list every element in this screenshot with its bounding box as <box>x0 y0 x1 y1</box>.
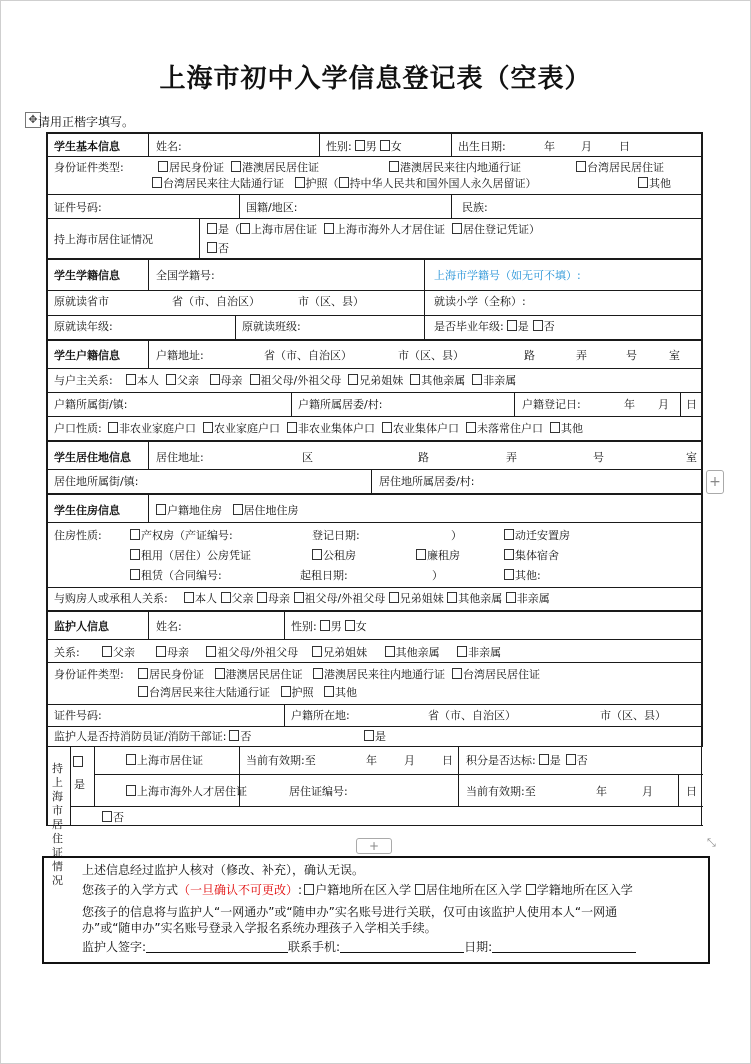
section-guardian-title: 监护人信息 <box>54 620 109 633</box>
residence-street-label: 居住地所属街/镇: <box>54 475 139 488</box>
residence-lane-unit: 弄 <box>506 451 517 464</box>
housing-nature-label: 住房性质: <box>54 529 102 542</box>
add-row-button[interactable]: + <box>356 838 392 854</box>
guardian-id-number-label: 证件号码: <box>54 709 102 722</box>
lease-option[interactable]: 租赁（合同编号: <box>130 569 222 582</box>
birth-date-label: 出生日期: <box>458 140 506 153</box>
residence-room-unit: 室 <box>686 451 697 464</box>
overseas-day-unit: 日 <box>686 785 697 798</box>
orig-city-unit: 市（区、县） <box>298 295 364 308</box>
id-type-label: 身份证件类型: <box>54 161 124 174</box>
guardian-relation-options[interactable]: 父亲 母亲 祖父母/外祖父母 兄弟姐妹 其他亲属 非亲属 <box>102 646 501 659</box>
validity-day-unit: 日 <box>442 754 453 767</box>
section-household-title: 学生户籍信息 <box>54 349 120 362</box>
permit-validity-field[interactable]: 当前有效期:至 <box>246 754 316 767</box>
page-title: 上海市初中入学信息登记表（空表） <box>159 64 592 94</box>
points-qualified-field[interactable]: 积分是否达标: 是 否 <box>466 754 588 767</box>
birth-day-unit: 日 <box>619 140 630 153</box>
orig-class-label: 原就读班级: <box>242 320 301 333</box>
section-basic-title: 学生基本信息 <box>54 140 120 153</box>
confirm-statement: 上述信息经过监护人核对（修改、补充），确认无误。 <box>82 863 365 877</box>
guardian-permit-label: 持上海市居住证情况 <box>52 762 63 887</box>
firefighter-yes-option[interactable]: 是 <box>364 730 386 743</box>
dormitory-option[interactable]: 集体宿舍 <box>504 549 559 562</box>
birth-month-unit: 月 <box>581 140 592 153</box>
sh-residence-permit-option[interactable]: 上海市居住证 <box>126 754 203 767</box>
orig-province-unit: 省（市、自治区） <box>172 295 260 308</box>
firefighter-cert-field[interactable]: 监护人是否持消防员证/消防干部证: 否 <box>54 730 252 743</box>
ethnicity-label: 民族: <box>462 201 488 214</box>
residence-number-unit: 号 <box>593 451 604 464</box>
guardian-province-unit: 省（市、自治区） <box>428 709 516 722</box>
section-school-title: 学生学籍信息 <box>54 269 120 282</box>
student-name-label: 姓名: <box>156 140 182 153</box>
enrollment-method-field[interactable]: 您孩子的入学方式（一旦确认不可更改）: 户籍地所在区入学 居住地所在区入学 学籍地所在区入学 <box>82 883 633 897</box>
hukou-nature-options[interactable]: 非农业家庭户口 农业家庭户口 非农业集体户口 农业集体户口 未落常住户口 其他 <box>108 422 583 435</box>
household-city-unit: 市（区、县） <box>398 349 464 362</box>
residence-permit-yes-options[interactable]: 是（ 上海市居住证 上海市海外人才居住证 居住登记凭证） <box>207 223 540 236</box>
permit-number-label: 居住证编号: <box>289 785 348 798</box>
overseas-year-unit: 年 <box>596 785 607 798</box>
household-street-label: 户籍所属街/镇: <box>54 398 128 411</box>
primary-school-label: 就读小学（全称）: <box>434 295 526 308</box>
residence-address-label: 居住地址: <box>156 451 204 464</box>
birth-year-unit: 年 <box>544 140 555 153</box>
relocation-house-option[interactable]: 动迁安置房 <box>504 529 570 542</box>
table-resize-handle-icon[interactable]: ⤡ <box>707 836 716 849</box>
household-number-unit: 号 <box>626 349 637 362</box>
guardian-id-type-label: 身份证件类型: <box>54 668 124 681</box>
guardian-hukou-place-label: 户籍所在地: <box>291 709 350 722</box>
id-type-option-hk-macau-permit[interactable]: 港澳居民来往内地通行证 <box>389 161 521 174</box>
household-room-unit: 室 <box>669 349 680 362</box>
graduating-grade-field[interactable]: 是否毕业年级: 是 否 <box>434 320 555 333</box>
id-type-options-row1[interactable]: 居民身份证 港澳居民居住证 <box>158 161 319 174</box>
id-number-label: 证件号码: <box>54 201 102 214</box>
validity-year-unit: 年 <box>366 754 377 767</box>
buyer-relation-label: 与购房人或承租人关系: <box>54 592 168 605</box>
account-link-notice-1: 您孩子的信息将与监护人“一网通办”或“随申办”实名账号进行关联，仅可由该监护人使用本人“一网通 <box>82 905 618 919</box>
property-house-option[interactable]: 产权房（产证编号: <box>130 529 233 542</box>
public-rental-voucher-option[interactable]: 租用（居住）公房凭证 <box>130 549 251 562</box>
householder-relation-label: 与户主关系: <box>54 374 113 387</box>
account-link-notice-2: 办”或“随申办”实名账号登录入学报名系统办理孩子入学相关手续。 <box>82 921 437 935</box>
lease-start-date-label: 起租日期: <box>300 569 348 582</box>
signature-line[interactable]: 监护人签字: 联系手机: 日期: <box>82 940 636 955</box>
household-lane-unit: 弄 <box>576 349 587 362</box>
guardian-gender-field[interactable]: 性别: 男 女 <box>291 620 367 633</box>
household-address-label: 户籍地址: <box>156 349 204 362</box>
add-column-button[interactable]: + <box>706 470 724 494</box>
hukou-nature-label: 户口性质: <box>54 422 102 435</box>
lease-close-paren: ） <box>432 569 443 582</box>
reg-year-unit: 年 <box>624 398 635 411</box>
guardian-relation-label: 关系: <box>54 646 80 659</box>
national-student-id-label: 全国学籍号: <box>156 269 215 282</box>
buyer-relation-options[interactable]: 本人 父亲 母亲 祖父母/外祖父母 兄弟姐妹 其他亲属 非亲属 <box>184 592 550 605</box>
household-committee-label: 户籍所属居委/村: <box>298 398 383 411</box>
table-move-handle-icon[interactable]: ✥ <box>25 112 41 128</box>
public-rent-housing-option[interactable]: 公租房 <box>312 549 356 562</box>
residence-road-unit: 路 <box>418 451 429 464</box>
property-close-paren: ） <box>451 529 462 542</box>
guardian-permit-yes-label: 是 <box>74 778 85 791</box>
residence-committee-label: 居住地所属居委/村: <box>379 475 475 488</box>
property-reg-date-label: 登记日期: <box>312 529 360 542</box>
householder-relation-options[interactable]: 本人 父亲 母亲 祖父母/外祖父母 兄弟姐妹 其他亲属 非亲属 <box>126 374 516 387</box>
reg-day-unit: 日 <box>686 398 697 411</box>
guardian-permit-no-option[interactable]: 否 <box>102 811 124 824</box>
orig-province-label: 原就读省市 <box>54 295 109 308</box>
low-rent-housing-option[interactable]: 廉租房 <box>416 549 460 562</box>
guardian-id-options-row1[interactable]: 居民身份证 港澳居民居住证 港澳居民来往内地通行证 台湾居民居住证 <box>138 668 540 681</box>
section-housing-title: 学生住房信息 <box>54 504 120 517</box>
reg-month-unit: 月 <box>658 398 669 411</box>
guardian-confirmation-box <box>42 856 710 964</box>
fill-instruction: 请用正楷字填写。 <box>38 115 135 129</box>
household-province-unit: 省（市、自治区） <box>264 349 352 362</box>
housing-other-option[interactable]: 其他: <box>504 569 541 582</box>
student-gender-field[interactable]: 性别: 男 女 <box>326 140 402 153</box>
nationality-label: 国籍/地区: <box>246 201 298 214</box>
id-type-option-other[interactable]: 其他 <box>638 177 671 190</box>
guardian-id-options-row2[interactable]: 台湾居民来往大陆通行证 护照 其他 <box>138 686 357 699</box>
overseas-validity-label: 当前有效期:至 <box>466 785 536 798</box>
residence-permit-no-option[interactable]: 否 <box>207 242 229 255</box>
housing-type-options[interactable]: 户籍地住房 居住地住房 <box>156 504 299 517</box>
overseas-month-unit: 月 <box>642 785 653 798</box>
validity-month-unit: 月 <box>404 754 415 767</box>
id-type-options-row2[interactable]: 台湾居民来往大陆通行证 护照（ 持中华人民共和国外国人永久居留证） <box>152 177 537 190</box>
residence-district-unit: 区 <box>302 451 313 464</box>
guardian-city-unit: 市（区、县） <box>600 709 666 722</box>
overseas-talent-permit-option[interactable]: 上海市海外人才居住证 <box>126 785 247 798</box>
shanghai-student-id-label: 上海市学籍号（如无可不填）: <box>434 269 581 282</box>
section-residence-title: 学生居住地信息 <box>54 451 131 464</box>
guardian-name-label: 姓名: <box>156 620 182 633</box>
household-reg-date-label: 户籍登记日: <box>522 398 581 411</box>
guardian-permit-yes-box[interactable] <box>73 756 84 769</box>
id-type-option-taiwan-residence[interactable]: 台湾居民居住证 <box>576 161 664 174</box>
residence-permit-label: 持上海市居住证情况 <box>54 233 153 246</box>
household-road-unit: 路 <box>524 349 535 362</box>
orig-grade-label: 原就读年级: <box>54 320 113 333</box>
